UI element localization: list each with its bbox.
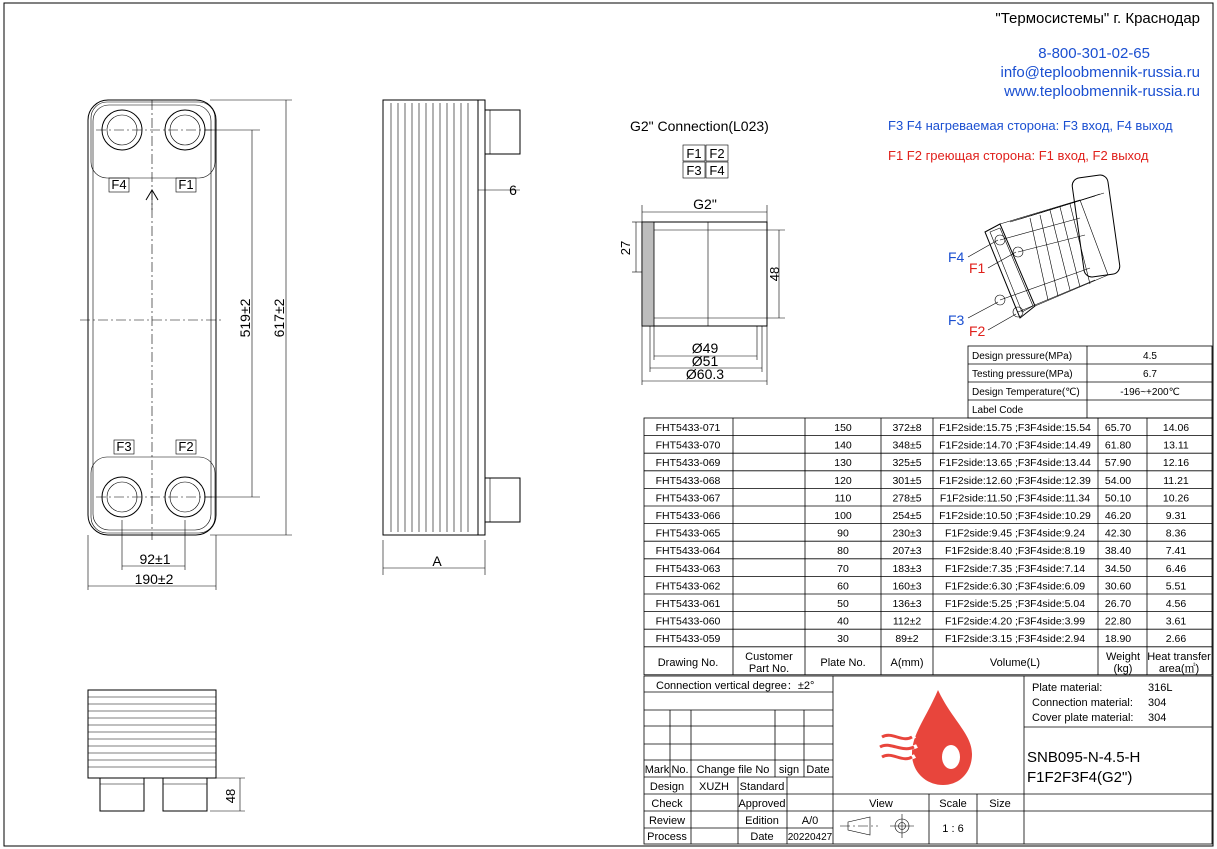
- company-phone: 8-800-301-02-65: [1038, 45, 1150, 62]
- header-volume: Volume(L): [989, 657, 1041, 669]
- cell-a: 348±5: [892, 439, 922, 452]
- cell-volume: F1F2side:13.65 ;F3F4side:13.44: [939, 457, 1091, 470]
- cell-a: 160±3: [892, 580, 922, 593]
- tb-designer: XUZH: [699, 781, 729, 793]
- tb-sign: sign: [778, 764, 800, 776]
- tb-mark: Mark: [644, 764, 670, 776]
- connection-dim-d49: Ø49: [691, 340, 719, 356]
- cell-weight: 22.80: [1104, 615, 1132, 628]
- company-logo-icon: [880, 690, 972, 785]
- projection-symbol-icon: [840, 814, 914, 838]
- cell-plates: 50: [837, 598, 849, 610]
- cell-area: 14.06: [1162, 422, 1190, 434]
- cell-volume: F1F2side:5.25 ;F3F4side:5.04: [944, 598, 1086, 610]
- header-plate-no: Plate No.: [820, 657, 866, 669]
- header-drawing-no: Drawing No.: [657, 657, 719, 669]
- tb-edition: Edition: [745, 815, 779, 827]
- connection-material-label: Connection material:: [1032, 697, 1133, 709]
- bottom-view: [88, 690, 245, 811]
- connection-material-value: 304: [1148, 697, 1167, 709]
- spec-testing-pressure-label: Testing pressure(MPa): [972, 369, 1073, 380]
- cell-plates: 70: [837, 562, 849, 575]
- cell-weight: 46.20: [1104, 510, 1132, 522]
- cell-a: 372±8: [892, 422, 922, 434]
- connection-dim-d603: Ø60.3: [685, 366, 725, 382]
- tb-date-value: 20220427: [787, 832, 833, 843]
- cell-area: 12.16: [1162, 457, 1190, 470]
- front-port-f2: F2: [178, 439, 194, 454]
- cell-weight: 42.30: [1104, 527, 1132, 540]
- cell-a: 136±3: [892, 598, 922, 610]
- cover-material-value: 304: [1148, 712, 1167, 724]
- connection-dim-27: 27: [618, 240, 633, 256]
- cell-plates: 150: [834, 422, 852, 434]
- cell-volume: F1F2side:9.45 ;F3F4side:9.24: [944, 527, 1086, 540]
- cell-weight: 30.60: [1104, 580, 1132, 593]
- legend-heating-side: F1 F2 греющая сторона: F1 вход, F2 выход: [888, 148, 1149, 163]
- tb-view: View: [869, 798, 893, 810]
- cell-volume: F1F2side:12.60 ;F3F4side:12.39: [939, 474, 1091, 487]
- tb-review: Review: [648, 815, 686, 827]
- cell-drawing: FHT5433-064: [655, 545, 721, 558]
- cell-drawing: FHT5433-062: [655, 580, 721, 593]
- model-code-line1: SNB095-N-4.5-H: [1027, 749, 1141, 766]
- cell-area: 11.21: [1163, 474, 1189, 487]
- cell-weight: 50.10: [1104, 492, 1132, 505]
- cell-area: 5.51: [1165, 580, 1187, 593]
- connection-port-f1: F1: [686, 146, 702, 161]
- cell-volume: F1F2side:15.75 ;F3F4side:15.54: [939, 422, 1091, 434]
- cell-drawing: FHT5433-061: [655, 598, 721, 610]
- cell-weight: 18.90: [1104, 633, 1132, 646]
- front-view: [80, 100, 222, 540]
- cell-plates: 130: [834, 457, 852, 470]
- company-name: "Термосистемы" г. Краснодар: [995, 10, 1200, 27]
- cell-a: 89±2: [895, 633, 919, 646]
- cell-volume: F1F2side:4.20 ;F3F4side:3.99: [944, 615, 1086, 628]
- cell-a: 278±5: [892, 492, 922, 505]
- cell-area: 9.31: [1165, 510, 1187, 522]
- cover-material-label: Cover plate material:: [1032, 712, 1134, 724]
- iso-label-f4: F4: [948, 249, 965, 265]
- cell-volume: F1F2side:7.35 ;F3F4side:7.14: [944, 562, 1086, 575]
- cell-area: 4.56: [1165, 598, 1187, 610]
- cell-plates: 60: [837, 580, 849, 593]
- cell-volume: F1F2side:11.50 ;F3F4side:11.34: [939, 492, 1091, 505]
- cell-volume: F1F2side:3.15 ;F3F4side:2.94: [944, 633, 1086, 646]
- cell-plates: 140: [834, 439, 852, 452]
- cell-volume: F1F2side:8.40 ;F3F4side:8.19: [944, 545, 1086, 558]
- cell-a: 325±5: [892, 457, 922, 470]
- connection-vertical-note: Connection vertical degree：±2°: [656, 680, 815, 692]
- cell-a: 183±3: [892, 562, 922, 575]
- header-customer-part-2: Part No.: [748, 663, 790, 675]
- tb-check: Check: [651, 798, 683, 810]
- legend-heated-side: F3 F4 нагреваемая сторона: F3 вход, F4 выход: [888, 118, 1173, 133]
- front-port-f1: F1: [178, 177, 194, 192]
- cell-area: 10.26: [1162, 492, 1190, 505]
- plate-material-label: Plate material:: [1032, 682, 1103, 694]
- cell-area: 3.61: [1165, 615, 1187, 628]
- cell-drawing: FHT5433-066: [655, 510, 721, 522]
- cell-plates: 30: [837, 633, 849, 646]
- model-code-line2: F1F2F3F4(G2"): [1027, 769, 1133, 786]
- cell-area: 8.36: [1165, 527, 1187, 540]
- cell-a: 254±5: [892, 510, 922, 522]
- front-port-f4: F4: [111, 177, 127, 192]
- dim-519: 519±2: [237, 298, 253, 338]
- iso-label-f2: F2: [969, 323, 986, 339]
- tb-scale: Scale: [939, 798, 967, 810]
- plate-material-value: 316L: [1148, 682, 1173, 694]
- bottom-dim-48: 48: [223, 788, 238, 804]
- header-customer-part-1: Customer: [745, 651, 793, 663]
- cell-area: 2.66: [1165, 633, 1187, 646]
- header-area-1: Heat transfer: [1147, 651, 1211, 663]
- tb-no: No.: [671, 764, 689, 776]
- connection-port-f2: F2: [709, 146, 725, 161]
- dim-A: A: [432, 553, 442, 569]
- cell-area: 7.41: [1165, 545, 1187, 558]
- cell-a: 112±2: [892, 615, 922, 628]
- cell-volume: F1F2side:14.70 ;F3F4side:14.49: [939, 439, 1091, 452]
- cell-a: 301±5: [892, 474, 922, 487]
- cell-drawing: FHT5433-060: [655, 615, 721, 628]
- iso-label-f1: F1: [969, 260, 986, 276]
- tb-change-file: Change file No: [696, 764, 770, 776]
- side-view: [383, 100, 520, 575]
- cell-drawing: FHT5433-067: [655, 492, 721, 505]
- cell-drawing: FHT5433-070: [655, 439, 721, 452]
- tb-approved: Approved: [738, 798, 786, 810]
- spec-label-code-label: Label Code: [972, 405, 1024, 416]
- cell-weight: 57.90: [1104, 457, 1132, 470]
- connection-port-f4: F4: [709, 163, 725, 178]
- spec-testing-pressure-value: 6.7: [1143, 369, 1157, 380]
- cell-volume: F1F2side:10.50 ;F3F4side:10.29: [939, 510, 1091, 522]
- header-weight-2: (kg): [1113, 663, 1133, 675]
- cell-drawing: FHT5433-065: [655, 527, 721, 540]
- cell-weight: 54.00: [1104, 474, 1132, 487]
- tb-date: Date: [806, 764, 830, 776]
- tb-process: Process: [647, 831, 687, 843]
- company-email: info@teploobmennik-russia.ru: [1000, 64, 1200, 81]
- cell-weight: 38.40: [1104, 545, 1132, 558]
- isometric-sketch: [968, 174, 1121, 330]
- cell-drawing: FHT5433-059: [655, 633, 721, 646]
- tb-date-label: Date: [750, 831, 774, 843]
- cell-plates: 90: [837, 527, 849, 540]
- cell-area: 6.46: [1165, 562, 1187, 575]
- connection-dim-48: 48: [767, 266, 782, 282]
- cell-plates: 110: [834, 492, 852, 505]
- header-area-2: area(㎡): [1158, 663, 1200, 675]
- company-website: www.teploobmennik-russia.ru: [1004, 83, 1200, 100]
- cell-weight: 65.70: [1104, 422, 1132, 434]
- cell-weight: 34.50: [1104, 562, 1132, 575]
- header-a-mm: A(mm): [890, 657, 924, 669]
- spec-design-pressure-label: Design pressure(MPa): [972, 351, 1073, 362]
- tb-edition-value: A/0: [801, 815, 819, 827]
- cell-plates: 100: [834, 510, 852, 522]
- header-weight-1: Weight: [1105, 651, 1141, 663]
- tb-design: Design: [649, 781, 685, 793]
- cell-drawing: FHT5433-069: [655, 457, 721, 470]
- front-port-f3: F3: [116, 439, 132, 454]
- spec-design-pressure-value: 4.5: [1143, 351, 1157, 362]
- dim-190: 190±2: [134, 571, 174, 587]
- cell-volume: F1F2side:6.30 ;F3F4side:6.09: [944, 580, 1086, 593]
- connection-port-f3: F3: [686, 163, 702, 178]
- spec-design-temperature-label: Design Temperature(℃): [972, 387, 1080, 398]
- tb-standard: Standard: [739, 781, 785, 793]
- cell-drawing: FHT5433-068: [655, 474, 721, 487]
- connection-dim-d51: Ø51: [691, 353, 719, 369]
- cell-plates: 40: [837, 615, 849, 628]
- dim-92: 92±1: [139, 551, 171, 567]
- dim-6: 6: [509, 182, 517, 198]
- cell-weight: 61.80: [1104, 439, 1132, 452]
- connection-title: G2" Connection(L023): [630, 118, 769, 134]
- tb-size: Size: [989, 798, 1011, 810]
- spec-design-temperature-value: -196~+200℃: [1120, 387, 1180, 398]
- cell-area: 13.11: [1163, 439, 1189, 452]
- cell-drawing: FHT5433-063: [655, 562, 721, 575]
- cell-a: 207±3: [892, 545, 922, 558]
- dim-617: 617±2: [271, 298, 287, 338]
- connection-thread-label: G2": [693, 196, 717, 212]
- cell-plates: 120: [834, 474, 852, 487]
- cell-a: 230±3: [892, 527, 922, 540]
- tb-scale-value: 1 : 6: [942, 823, 964, 835]
- iso-label-f3: F3: [948, 312, 965, 328]
- cell-weight: 26.70: [1104, 598, 1132, 610]
- cell-plates: 80: [837, 545, 849, 558]
- cell-drawing: FHT5433-071: [655, 422, 721, 434]
